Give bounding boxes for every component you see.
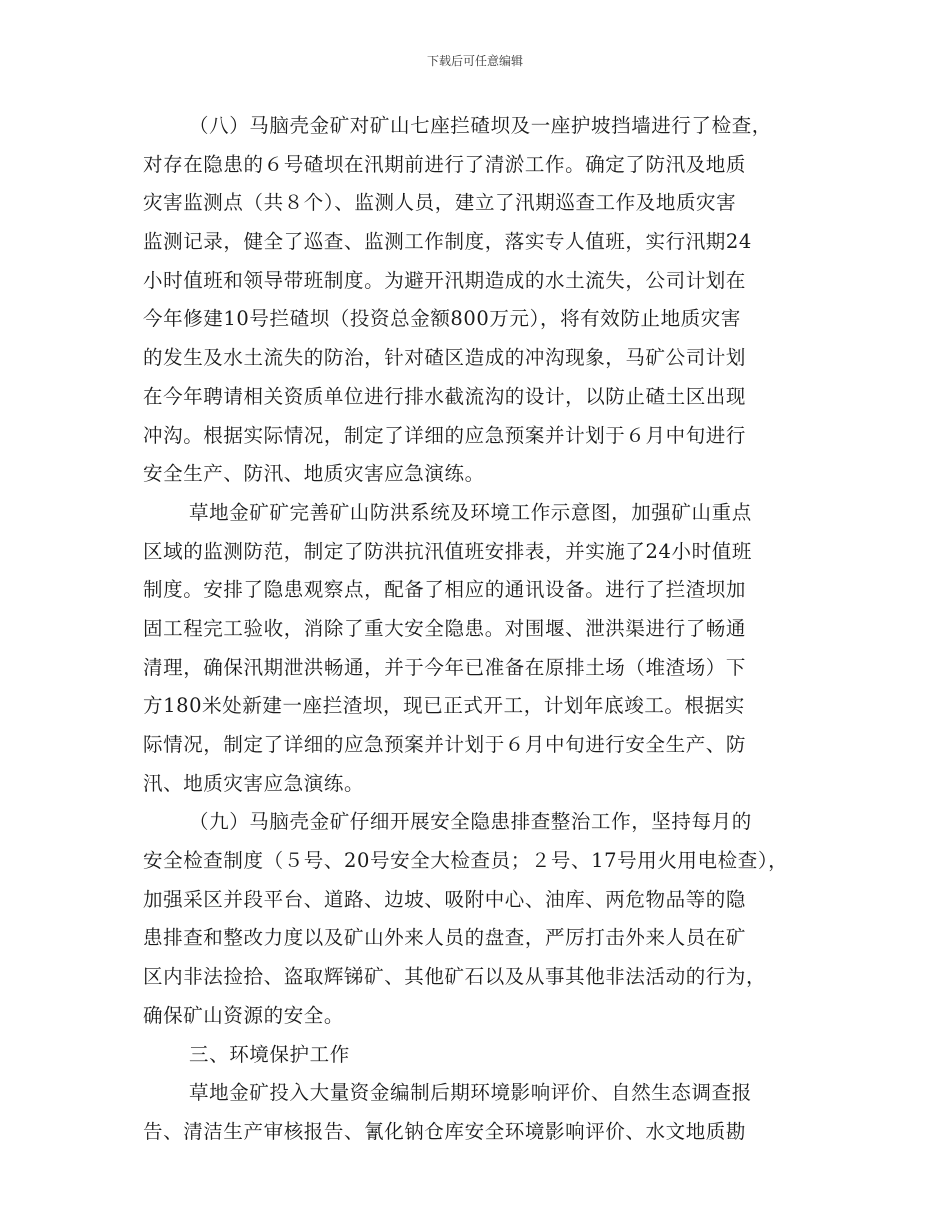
text-line: 确保矿山资源的安全。 [143,1003,345,1027]
text-line: 汛、地质灾害应急演练。 [143,771,365,795]
text-line: 区内非法捡拾、盗取辉锑矿、其他矿石以及从事其他非法活动的行为， [143,965,767,989]
text-line: 方180米处新建一座拦渣坝，现已正式开工，计划年底竣工。根据实 [143,694,745,718]
text-line: 的发生及水土流失的防治，针对碴区造成的冲沟现象，马矿公司计划 [143,346,747,370]
text-line: 制度。安排了隐患观察点，配备了相应的通讯设备。进行了拦渣坝加 [143,578,747,602]
text-line: 清理，确保汛期泄洪畅通，并于今年已准备在原排土场（堆渣场）下 [143,655,747,679]
page-header: 下载后可任意编辑 [426,54,523,68]
text-line: 在今年聘请相关资质单位进行排水截流沟的设计，以防止碴土区出现 [143,384,747,408]
text-line: 今年修建10号拦碴坝（投资总金额800万元），将有效防止地质灾害 [143,307,741,331]
text-line: 固工程完工验收，消除了重大安全隐患。对围堰、泄洪渠进行了畅通 [143,616,747,640]
text-line: （八）马脑壳金矿对矿山七座拦碴坝及一座护坡挡墙进行了检查， [189,114,772,137]
text-line: 草地金矿矿完善矿山防洪系统及环境工作示意图，加强矿山重点 [189,500,752,524]
text-line: 安全检查制度（５号、20号安全大检查员；２号、17号用火用电检查）， [143,849,789,873]
text-line: 加强采区并段平台、道路、边坡、吸附中心、油库、两危物品等的隐 [143,887,747,911]
text-line: 灾害监测点（共８个）、监测人员，建立了汛期巡查工作及地质灾害 [143,191,737,215]
document-body [143,107,811,1152]
text-line: 监测记录，健全了巡查、监测工作制度，落实专人值班，实行汛期24 [143,230,752,254]
text-line: 对存在隐患的６号碴坝在汛期前进行了清淤工作。确定了防汛及地质 [143,152,747,176]
text-line: 患排查和整改力度以及矿山外来人员的盘查，严厉打击外来人员在矿 [143,926,747,950]
text-line: 小时值班和领导带班制度。为避开汛期造成的水土流失，公司计划在 [143,268,747,292]
text-line: 际情况，制定了详细的应急预案并计划于６月中旬进行安全生产、防 [143,733,747,756]
text-line: 冲沟。根据实际情况，制定了详细的应急预案并计划于６月中旬进行 [143,423,747,447]
text-line: 三、环境保护工作 [189,1042,350,1066]
text-line: 草地金矿投入大量资金编制后期环境影响评价、自然生态调查报 [189,1081,752,1105]
text-line: 区域的监测防范，制定了防洪抗汛值班安排表，并实施了24小时值班 [143,539,752,563]
text-line: （九）马脑壳金矿仔细开展安全隐患排查整治工作，坚持每月的 [189,810,752,834]
text-line: 安全生产、防汛、地质灾害应急演练。 [143,462,485,486]
text-line: 告、清洁生产审核报告、氰化钠仓库安全环境影响评价、水文地质勘 [143,1119,747,1143]
